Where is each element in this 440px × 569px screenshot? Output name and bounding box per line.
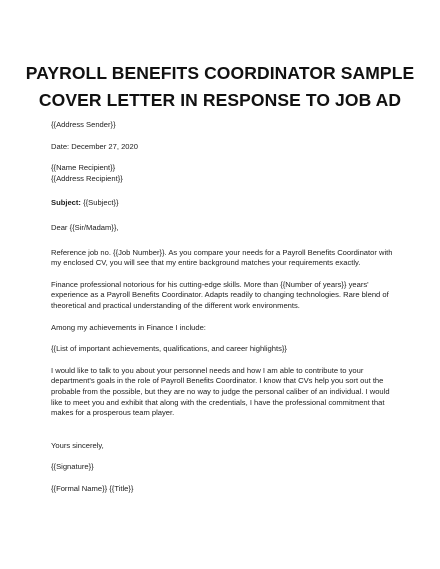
- title-line-2: COVER LETTER IN RESPONSE TO JOB AD: [38, 90, 402, 110]
- letter-date: Date: December 27, 2020: [51, 141, 138, 151]
- signature: {{Signature}}: [51, 462, 94, 472]
- formal-name: {{Formal Name}} {{Title}}: [51, 483, 134, 493]
- address-sender: {{Address Sender}}: [51, 120, 116, 129]
- name-recipient: {{Name Recipient}}: [51, 163, 116, 173]
- paragraph-reference: Reference job no. {{Job Number}}. As you compare your needs for a Payroll Benefits Coordinator with my enclosed CV, you will see that my entire background matches your requirements exactly.: [51, 247, 393, 268]
- address-recipient: {{Address Recipient}}: [51, 173, 123, 183]
- subject-label: Subject:: [51, 198, 81, 208]
- paragraph-achievements-intro: Among my achievements in Finance I include:: [51, 322, 206, 332]
- letter-body: [51, 120, 403, 494]
- closing: Yours sincerely,: [51, 440, 104, 450]
- subject-line: [51, 198, 403, 209]
- salutation: Dear {{Sir/Madam}},: [51, 222, 119, 232]
- title-line-1: PAYROLL BENEFITS COORDINATOR SAMPLE: [25, 63, 415, 83]
- paragraph-profile: Finance professional notorious for his cutting-edge skills. More than {{Number of years}} years' experience as a Payroll Benefits Coordinator. Adapts readily to changing technologies. Rare blend of theoretical and practical understanding of the different work environments.: [51, 279, 389, 310]
- paragraph-achievements-list: {{List of important achievements, qualifications, and career highlights}}: [51, 344, 287, 354]
- subject-value: {{Subject}}: [80, 198, 119, 208]
- paragraph-closing-remarks: I would like to talk to you about your personnel needs and how I am able to contribute to your department's goals in the role of Payroll Benefits Coordinator. I know that CVs help you sort out the probable from the possible, but they are no way to judge the personal caliber of an individual. I would like to meet you and exhibit that along with the credentials, I have the professional commitment that makes for a prosperous team player.: [51, 365, 390, 418]
- document-title: [20, 60, 420, 114]
